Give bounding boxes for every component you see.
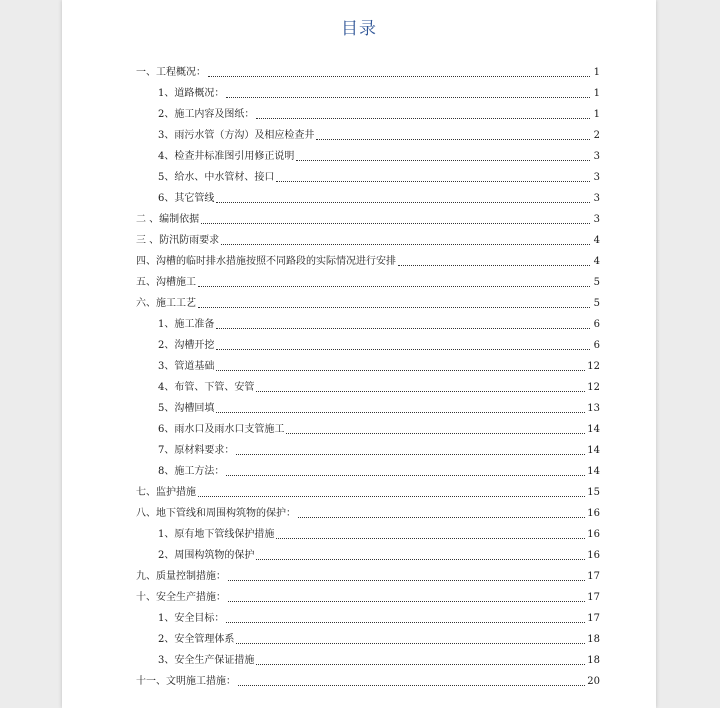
toc-entry[interactable]: [136, 269, 600, 290]
toc-dot-leader: [228, 580, 585, 581]
toc-page-number: 13: [587, 403, 600, 414]
toc-dot-leader: [198, 307, 590, 308]
toc-subentry[interactable]: [136, 311, 600, 332]
toc-subentry[interactable]: [136, 80, 600, 101]
toc-page-number: 14: [587, 445, 600, 456]
toc-page-number: 17: [587, 571, 600, 582]
toc-page-number: 14: [587, 466, 600, 477]
toc-entry[interactable]: [136, 500, 600, 521]
toc-subentry[interactable]: [136, 416, 600, 437]
toc-dot-leader: [256, 118, 590, 119]
toc-subentry[interactable]: [136, 626, 600, 647]
toc-page-number: 3: [593, 193, 600, 204]
toc-dot-leader: [256, 391, 585, 392]
toc-page-number: 1: [593, 67, 600, 78]
toc-entry-label: 4、检查井标准图引用修正说明: [158, 151, 295, 162]
toc-subentry[interactable]: [136, 122, 600, 143]
toc-entry[interactable]: [136, 248, 600, 269]
toc-entry-label: 8、施工方法：: [158, 466, 225, 477]
toc-page-number: 18: [587, 655, 600, 666]
toc-entry-label: 1、道路概况：: [158, 88, 225, 99]
toc-dot-leader: [276, 181, 590, 182]
toc-dot-leader: [398, 265, 590, 266]
toc-page-number: 17: [587, 592, 600, 603]
toc-dot-leader: [216, 202, 590, 203]
toc-entry-label: 3、管道基础: [158, 361, 215, 372]
toc-dot-leader: [236, 454, 585, 455]
toc-subentry[interactable]: [136, 605, 600, 626]
toc-page-number: 18: [587, 634, 600, 645]
toc-subentry[interactable]: [136, 395, 600, 416]
toc-entry-label: 1、施工准备: [158, 319, 215, 330]
toc-subentry[interactable]: [136, 647, 600, 668]
toc-dot-leader: [236, 643, 585, 644]
toc-entry[interactable]: [136, 479, 600, 500]
toc-entry-label: 2、周围构筑物的保护: [158, 550, 255, 561]
toc-page-number: 17: [587, 613, 600, 624]
toc-entry-label: 三 、防汛防雨要求: [136, 235, 220, 246]
toc-entry-label: 八、地下管线和周围构筑物的保护：: [136, 508, 296, 519]
toc-entry-label: 2、安全管理体系: [158, 634, 235, 645]
toc-page-number: 2: [593, 130, 600, 141]
toc-entry-label: 2、施工内容及图纸：: [158, 109, 255, 120]
toc-entry-label: 九、质量控制措施：: [136, 571, 226, 582]
toc-dot-leader: [226, 622, 585, 623]
toc-entry-label: 4、布管、下管、安管: [158, 382, 255, 393]
toc-dot-leader: [316, 139, 590, 140]
toc-page-number: 5: [593, 277, 600, 288]
toc-page-number: 6: [593, 340, 600, 351]
toc-subentry[interactable]: [136, 458, 600, 479]
toc-page-number: 3: [593, 151, 600, 162]
toc-page-number: 14: [587, 424, 600, 435]
toc-entry[interactable]: [136, 206, 600, 227]
toc-entry-label: 六、施工工艺: [136, 298, 196, 309]
toc-page-number: 1: [593, 88, 600, 99]
toc-entry-label: 二 、编制依据: [136, 214, 200, 225]
toc-entry-label: 1、原有地下管线保护措施: [158, 529, 275, 540]
toc-page-number: 12: [587, 361, 600, 372]
toc-entry[interactable]: [136, 227, 600, 248]
toc-entry-label: 十一、文明施工措施：: [136, 676, 236, 687]
toc-subentry[interactable]: [136, 542, 600, 563]
toc-subentry[interactable]: [136, 143, 600, 164]
toc-page-number: 20: [587, 676, 600, 687]
toc-dot-leader: [216, 412, 585, 413]
toc-page-number: 6: [593, 319, 600, 330]
toc-page-number: 3: [593, 214, 600, 225]
toc-page-number: 1: [593, 109, 600, 120]
toc-entry[interactable]: [136, 584, 600, 605]
toc-page-number: 3: [593, 172, 600, 183]
toc-dot-leader: [201, 223, 590, 224]
toc-page-number: 16: [587, 529, 600, 540]
toc-dot-leader: [198, 286, 590, 287]
toc-page-number: 5: [593, 298, 600, 309]
toc-entry-label: 7、原材料要求：: [158, 445, 235, 456]
toc-dot-leader: [286, 433, 585, 434]
page-title: 目录: [341, 19, 377, 39]
toc-dot-leader: [208, 76, 590, 77]
toc-entry[interactable]: [136, 563, 600, 584]
toc-dot-leader: [216, 349, 590, 350]
table-of-contents: [136, 59, 600, 689]
toc-entry-label: 五、沟槽施工: [136, 277, 196, 288]
toc-subentry[interactable]: [136, 353, 600, 374]
toc-dot-leader: [198, 496, 585, 497]
toc-entry-label: 6、其它管线: [158, 193, 215, 204]
toc-subentry[interactable]: [136, 164, 600, 185]
toc-entry-label: 一、工程概况：: [136, 67, 206, 78]
toc-page-number: 16: [587, 550, 600, 561]
toc-entry-label: 5、给水、中水管材、接口: [158, 172, 275, 183]
toc-dot-leader: [296, 160, 590, 161]
toc-entry[interactable]: [136, 668, 600, 689]
toc-dot-leader: [216, 328, 590, 329]
toc-dot-leader: [298, 517, 585, 518]
toc-entry-label: 七、监护措施: [136, 487, 196, 498]
toc-subentry[interactable]: [136, 185, 600, 206]
toc-page-number: 4: [593, 256, 600, 267]
toc-subentry[interactable]: [136, 437, 600, 458]
toc-entry[interactable]: [136, 290, 600, 311]
toc-dot-leader: [226, 475, 585, 476]
toc-dot-leader: [226, 97, 590, 98]
toc-dot-leader: [221, 244, 590, 245]
toc-entry-label: 3、安全生产保证措施: [158, 655, 255, 666]
toc-subentry[interactable]: [136, 332, 600, 353]
toc-dot-leader: [276, 538, 585, 539]
toc-entry-label: 2、沟槽开挖: [158, 340, 215, 351]
toc-subentry[interactable]: [136, 101, 600, 122]
toc-dot-leader: [216, 370, 585, 371]
toc-entry-label: 3、雨污水管（方沟）及相应检查井: [158, 130, 315, 141]
toc-entry-label: 四、沟槽的临时排水措施按照不同路段的实际情况进行安排: [136, 256, 396, 267]
toc-entry-label: 6、雨水口及雨水口支管施工: [158, 424, 285, 435]
toc-entry[interactable]: [136, 59, 600, 80]
toc-page-number: 16: [587, 508, 600, 519]
toc-dot-leader: [256, 559, 585, 560]
toc-dot-leader: [256, 664, 585, 665]
toc-page-number: 4: [593, 235, 600, 246]
toc-entry-label: 5、沟槽回填: [158, 403, 215, 414]
document-page: [62, 0, 656, 708]
toc-subentry[interactable]: [136, 521, 600, 542]
toc-subentry[interactable]: [136, 374, 600, 395]
toc-entry-label: 1、安全目标：: [158, 613, 225, 624]
toc-page-number: 12: [587, 382, 600, 393]
toc-page-number: 15: [587, 487, 600, 498]
toc-dot-leader: [228, 601, 585, 602]
toc-entry-label: 十、安全生产措施：: [136, 592, 226, 603]
toc-dot-leader: [238, 685, 585, 686]
